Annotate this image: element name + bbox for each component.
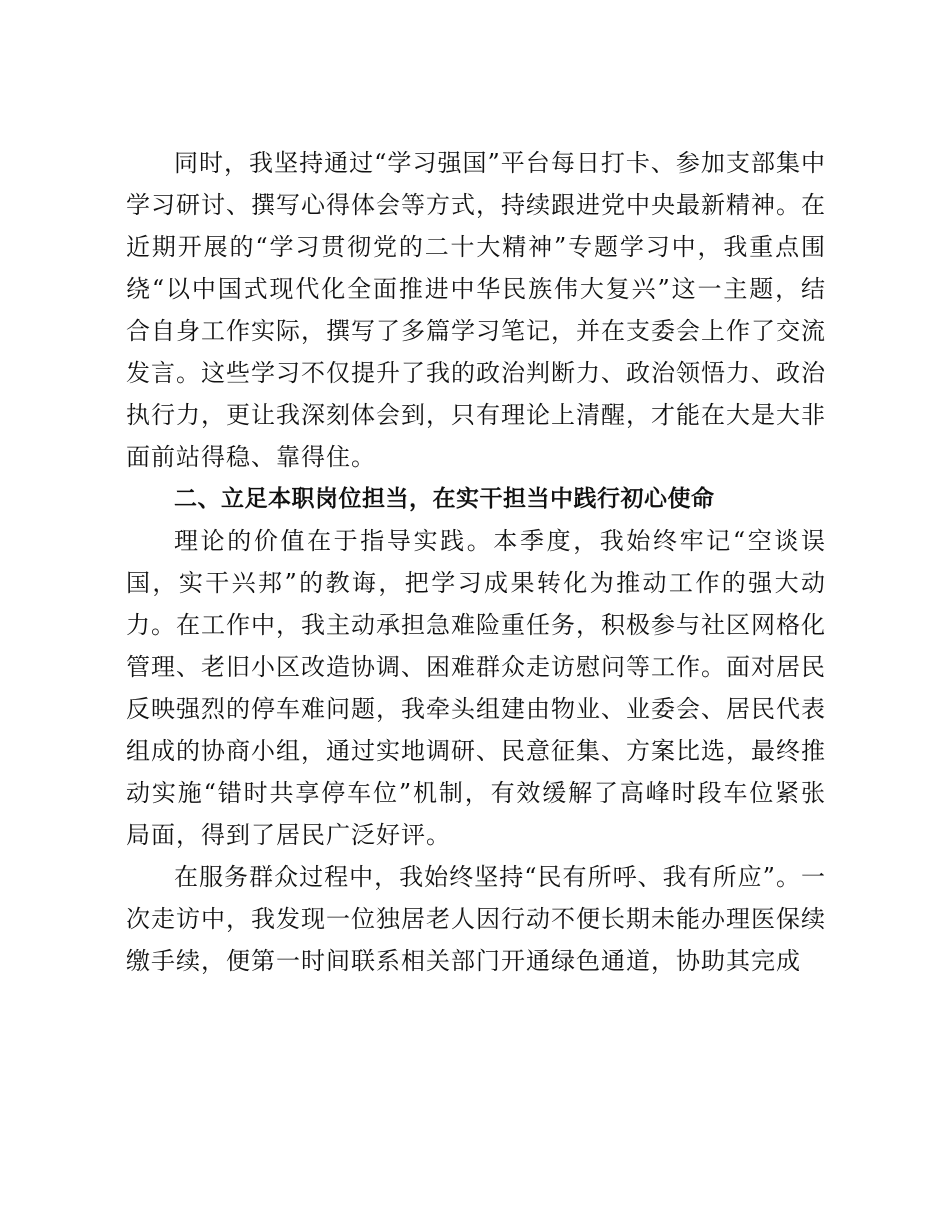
paragraph-practice: 理论的价值在于指导实践。本季度，我始终牢记“空谈误国，实干兴邦”的教诲，把学习成果转化为推动工作的强大动力。在工作中，我主动承担急难险重任务，积极参与社区网格化管理、老旧小区改造协调、困难群众走访慰问等工作。面对居民反映强烈的停车难问题，我牵头组建由物业、业委会、居民代表组成的协商小组，通过实地调研、民意征集、方案比选，最终推动实施“错时共享停车位”机制，有效缓解了高峰时段车位紧张局面，得到了居民广泛好评。 — [126, 527, 826, 849]
document-body — [126, 142, 826, 982]
section-heading-2: 二、立足本职岗位担当，在实干担当中践行初心使命 — [174, 486, 715, 512]
paragraph-study-platform: 同时，我坚持通过“学习强国”平台每日打卡、参加支部集中学习研讨、撰写心得体会等方式，持续跟进党中央最新精神。在近期开展的“学习贯彻党的二十大精神”专题学习中，我重点围绕“以中国式现代化全面推进中华民族伟大复兴”这一主题，结合自身工作实际，撰写了多篇学习笔记，并在支委会上作了交流发言。这些学习不仅提升了我的政治判断力、政治领悟力、政治执行力，更让我深刻体会到，只有理论上清醒，才能在大是大非面前站得稳、靠得住。 — [126, 149, 826, 471]
paragraph-serving-residents: 在服务群众过程中，我始终坚持“民有所呼、我有所应”。一次走访中，我发现一位独居老人因行动不便长期未能办理医保续缴手续，便第一时间联系相关部门开通绿色通道，协助其完成 — [126, 863, 826, 975]
